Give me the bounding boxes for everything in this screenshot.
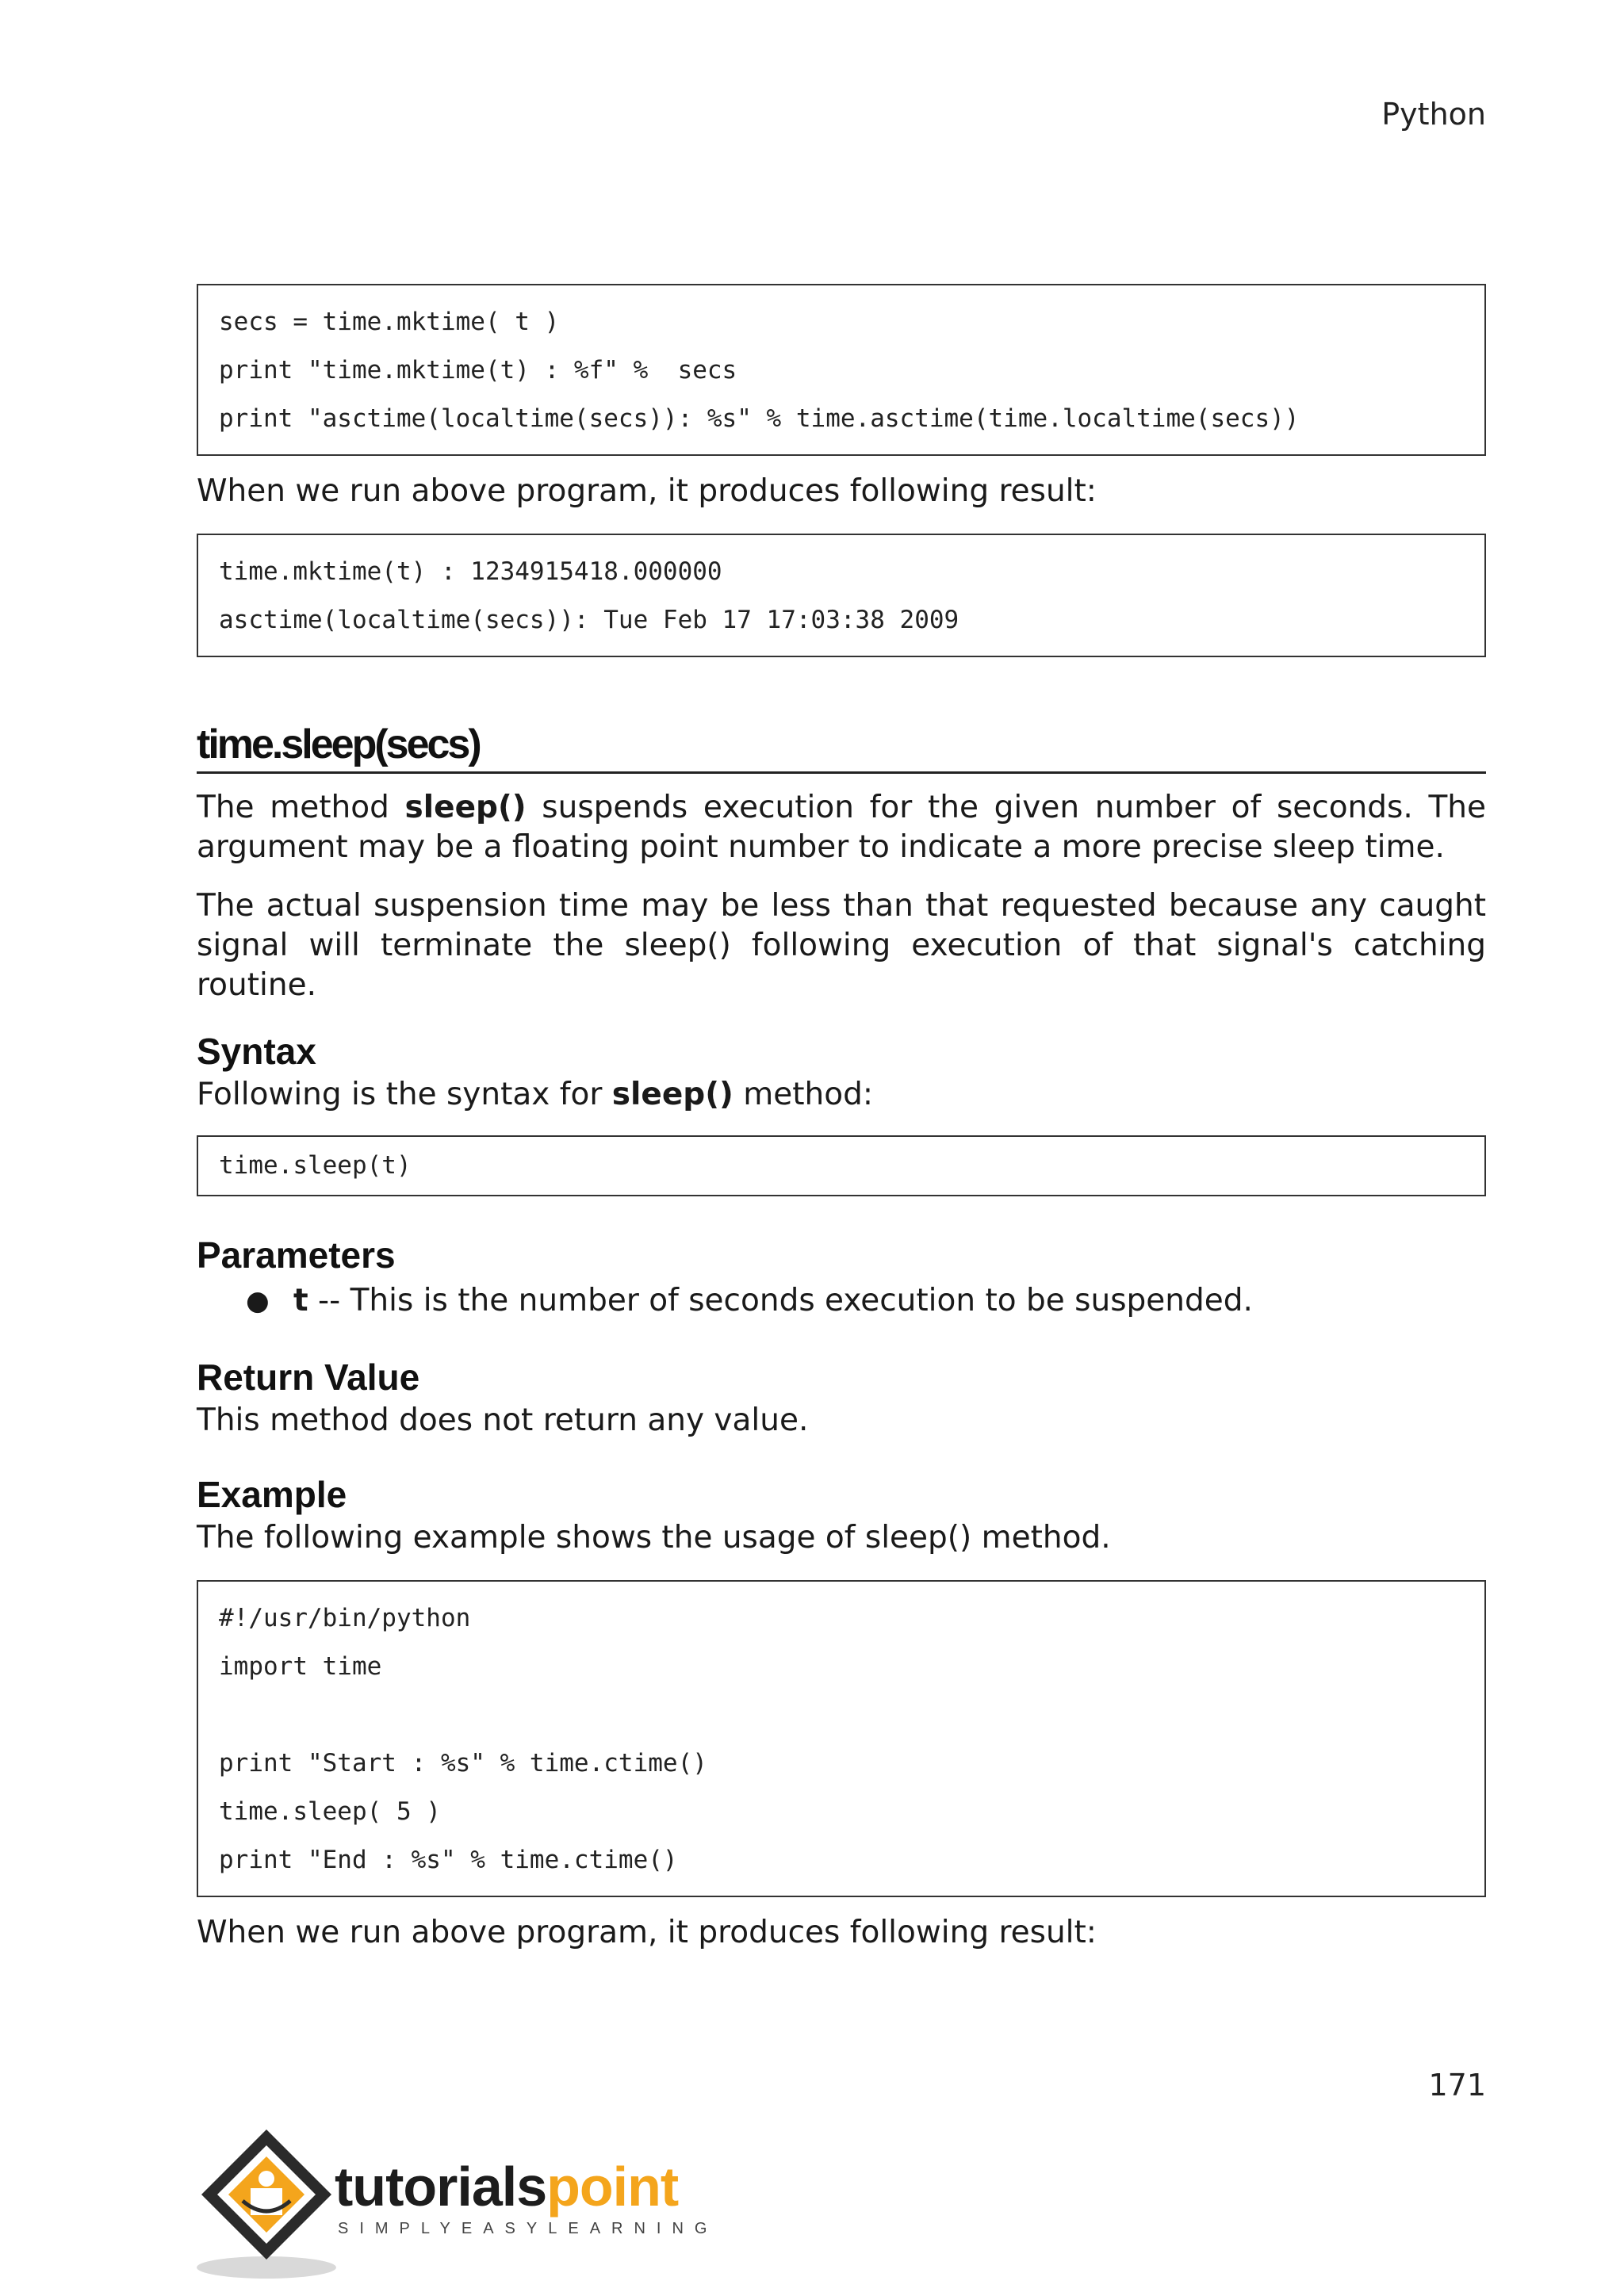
syntax-heading: Syntax — [197, 1031, 316, 1072]
parameter-desc: -- This is the number of seconds execution to be suspended. — [308, 1283, 1253, 1318]
running-header: Python — [1381, 97, 1486, 132]
code-line: print "asctime(localtime(secs)): %s" % time.asctime(time.localtime(secs)) — [219, 404, 1300, 433]
desc-text: The method — [197, 790, 405, 825]
parameter-item — [197, 1279, 1486, 1323]
code-line: print "End : %s" % time.ctime() — [219, 1846, 678, 1874]
output-line: time.mktime(t) : 1234915418.000000 — [219, 557, 722, 586]
desc-text: suspends execution for the given number of seconds. The argument may be a floating point number to indicate a more precise sleep time. — [197, 790, 1486, 865]
example-code-block — [197, 1580, 1486, 1897]
parameters-list — [197, 1279, 1486, 1323]
logo-word-point: point — [546, 2156, 679, 2218]
parameter-name: t — [293, 1283, 308, 1318]
code-line: #!/usr/bin/python — [219, 1604, 471, 1632]
return-value-text: This method does not return any value. — [197, 1402, 809, 1438]
bullet-icon: ● — [246, 1285, 270, 1317]
page-number: 171 — [1428, 2068, 1486, 2103]
tutorialspoint-logo — [195, 2125, 718, 2283]
return-value-heading: Return Value — [197, 1357, 420, 1398]
syntax-intro — [197, 1075, 1486, 1115]
code-line — [219, 1691, 1464, 1739]
logo-wordmark — [335, 2155, 678, 2218]
logo-emblem-icon — [195, 2125, 338, 2283]
section-description — [197, 788, 1486, 1005]
logo-tagline: SIMPLYEASYLEARNING — [338, 2220, 718, 2237]
code-line: time.sleep( 5 ) — [219, 1797, 441, 1826]
result-intro: When we run above program, it produces following result: — [197, 473, 1097, 509]
method-name: sleep() — [611, 1077, 733, 1112]
code-block-mktime — [197, 284, 1486, 456]
description-paragraph — [197, 788, 1486, 867]
output-block-mktime — [197, 534, 1486, 657]
result-intro: When we run above program, it produces following result: — [197, 1915, 1097, 1950]
output-line: asctime(localtime(secs)): Tue Feb 17 17:03:38 2009 — [219, 606, 959, 634]
code-line: time.sleep(t) — [219, 1151, 412, 1180]
example-intro: The following example shows the usage of sleep() method. — [197, 1520, 1111, 1556]
code-line: import time — [219, 1652, 382, 1681]
logo-word-tutorials: tutorials — [335, 2156, 547, 2218]
method-name: sleep() — [404, 790, 527, 825]
example-heading: Example — [197, 1474, 347, 1515]
page-content — [197, 284, 1486, 1975]
syntax-text: Following is the syntax for — [197, 1077, 612, 1112]
syntax-text: method: — [733, 1077, 874, 1112]
description-paragraph: The actual suspension time may be less than that requested because any caught signal will terminate the sleep() following execution of that signal's catching routine. — [197, 888, 1486, 1003]
parameters-heading: Parameters — [197, 1234, 396, 1276]
section-title: time.sleep(secs) — [197, 721, 1486, 774]
code-line: secs = time.mktime( t ) — [219, 308, 560, 336]
code-line: print "Start : %s" % time.ctime() — [219, 1749, 707, 1777]
code-line: print "time.mktime(t) : %f" % secs — [219, 356, 737, 385]
syntax-code-block — [197, 1135, 1486, 1196]
